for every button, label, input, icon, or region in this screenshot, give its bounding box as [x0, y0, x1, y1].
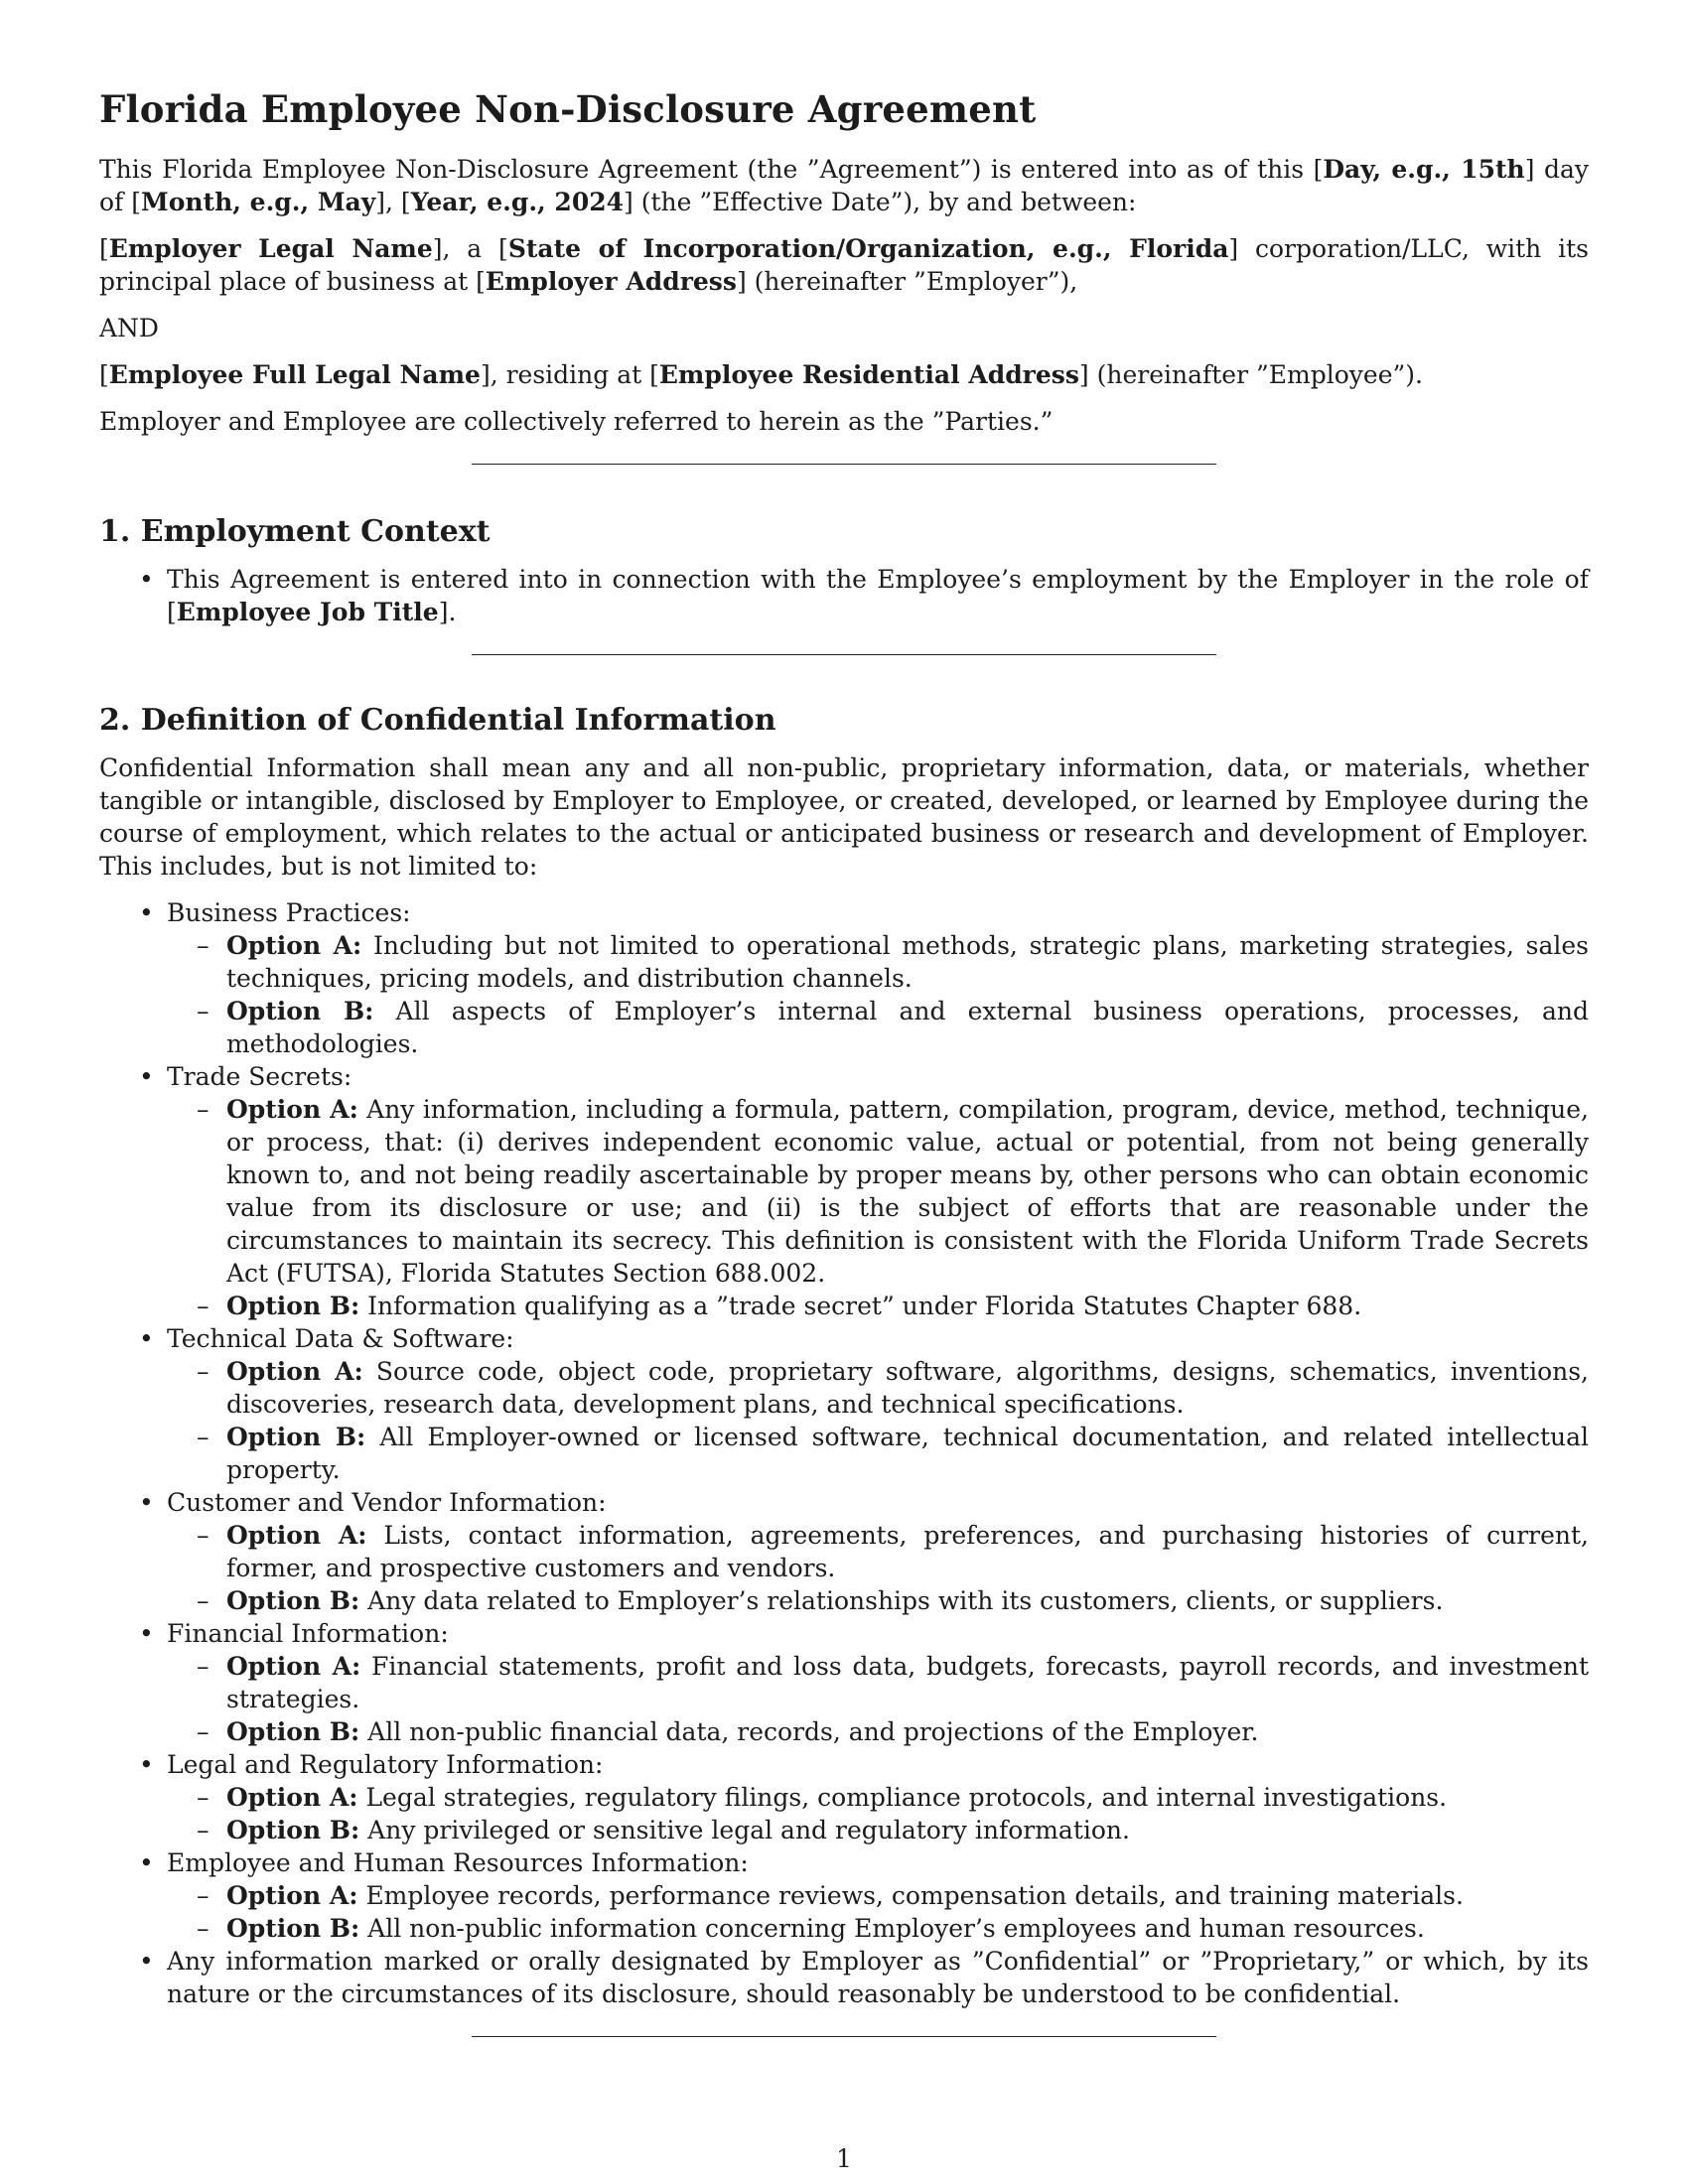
state-placeholder: State of Incorporation/Organization, e.g., Florida — [507, 234, 1229, 263]
section-1-list — [99, 563, 1589, 628]
option-b-text: All aspects of Employer’s internal and external business operations, processes, and methodologies. — [226, 997, 1590, 1058]
document-title: Florida Employee Non-Disclosure Agreement — [99, 87, 1037, 131]
option-b-item — [167, 1715, 1589, 1748]
category-item — [99, 1322, 1589, 1486]
category-item-final — [99, 1945, 1589, 2010]
option-b-label: Option B: — [226, 1914, 360, 1943]
option-a-text: Legal strategies, regulatory filings, compliance protocols, and internal investigations. — [365, 1783, 1448, 1812]
option-b-text: Information qualifying as a ”trade secret” under Florida Statutes Chapter 688. — [367, 1292, 1362, 1320]
category-label: Customer and Vendor Information: — [167, 1488, 607, 1517]
bullet-icon: • — [139, 898, 154, 927]
option-a-label: Option A: — [226, 1881, 358, 1910]
option-a-label: Option A: — [226, 1783, 358, 1812]
option-a-text: Source code, object code, proprietary software, algorithms, designs, schematics, inventions, discoveries, research data, development plans, and technical specifications. — [226, 1357, 1590, 1419]
dash-icon: – — [197, 1816, 210, 1844]
option-b-label: Option B: — [226, 997, 374, 1025]
intro-parties: Employer and Employee are collectively referred to herein as the ”Parties.” — [99, 407, 1054, 436]
employer-name-placeholder: Employer Legal Name — [108, 234, 433, 263]
category-label: Employee and Human Resources Information: — [167, 1848, 749, 1877]
employee-address-placeholder: Employee Residential Address — [658, 360, 1079, 389]
option-list — [167, 1355, 1589, 1486]
bullet-icon: • — [139, 1062, 154, 1091]
option-b-item — [167, 1290, 1589, 1322]
dash-icon: – — [197, 997, 210, 1025]
option-list — [167, 1781, 1589, 1846]
intro-and: AND — [99, 314, 159, 342]
option-a-text: Financial statements, profit and loss data, budgets, forecasts, payroll records, and investment strategies. — [226, 1652, 1590, 1713]
bullet-icon: • — [139, 1324, 154, 1353]
dash-icon: – — [197, 1423, 210, 1451]
section-2-definition: Confidential Information shall mean any and all non-public, proprietary information, data, or materials, whether tangible or intangible, disclosed by Employer to Employee, or created, developed, or learned by Employee during the course of employment, which relates to the actual or anticipated business or research and development of Employer. This includes, but is not limited to: — [99, 753, 1589, 881]
option-a-item — [167, 1879, 1589, 1912]
dash-icon: – — [197, 1783, 210, 1812]
option-a-label: Option A: — [226, 931, 362, 960]
dash-icon: – — [197, 1914, 210, 1943]
option-a-item — [167, 929, 1589, 995]
option-a-label: Option A: — [226, 1095, 358, 1124]
category-label: Trade Secrets: — [167, 1062, 352, 1091]
option-list — [167, 1093, 1589, 1322]
employee-name-placeholder: Employee Full Legal Name — [108, 360, 481, 389]
option-a-item — [167, 1781, 1589, 1814]
section-1-heading: 1. Employment Context — [99, 514, 491, 549]
dash-icon: – — [197, 1357, 210, 1386]
list-item: • This Agreement is entered into in connection with the Employee’s employment by the Employer in the role of [Employee Job Title]. — [139, 565, 1589, 626]
section-divider — [472, 2036, 1216, 2037]
category-label: Technical Data & Software: — [167, 1324, 514, 1353]
category-item — [99, 896, 1589, 1060]
option-b-label: Option B: — [226, 1586, 360, 1615]
option-b-item — [167, 995, 1589, 1060]
section-2-heading: 2. Definition of Confidential Information — [99, 703, 776, 738]
year-placeholder: Year, e.g., 2024 — [410, 188, 625, 216]
option-b-item — [167, 1421, 1589, 1486]
bullet-icon: • — [139, 1947, 154, 1976]
dash-icon: – — [197, 1881, 210, 1910]
bullet-icon: • — [139, 565, 154, 594]
category-label: Financial Information: — [167, 1619, 449, 1648]
bullet-icon: • — [139, 1750, 154, 1779]
option-b-item — [167, 1584, 1589, 1617]
option-a-item — [167, 1519, 1589, 1584]
option-a-label: Option A: — [226, 1521, 367, 1550]
option-b-text: Any data related to Employer’s relationships with its customers, clients, or suppliers. — [367, 1586, 1444, 1615]
day-placeholder: Day, e.g., 15th — [1323, 155, 1525, 184]
option-b-label: Option B: — [226, 1423, 366, 1451]
confidential-categories-list — [99, 896, 1589, 2010]
option-list — [167, 1879, 1589, 1945]
category-label: Legal and Regulatory Information: — [167, 1750, 604, 1779]
dash-icon: – — [197, 1095, 210, 1124]
option-a-item — [167, 1355, 1589, 1421]
option-b-text: Any privileged or sensitive legal and regulatory information. — [367, 1816, 1130, 1844]
option-a-text: Lists, contact information, agreements, preferences, and purchasing histories of current, former, and prospective customers and vendors. — [226, 1521, 1589, 1582]
job-title-placeholder: Employee Job Title — [176, 598, 439, 626]
option-a-label: Option A: — [226, 1357, 363, 1386]
option-b-label: Option B: — [226, 1816, 360, 1844]
final-item-text: Any information marked or orally designated by Employer as ”Confidential” or ”Proprietary,” or which, by its nature or the circumstances of its disclosure, should reasonably be understood to be confidential. — [167, 1947, 1589, 2008]
option-a-text: Employee records, performance reviews, compensation details, and training materials. — [365, 1881, 1464, 1910]
option-b-label: Option B: — [226, 1292, 360, 1320]
bullet-icon: • — [139, 1488, 154, 1517]
intro-paragraph-employee: [Employee Full Legal Name], residing at [Employee Residential Address] (hereinafter ”Employee”). — [99, 360, 1423, 389]
category-item — [99, 1846, 1589, 1945]
option-list — [167, 929, 1589, 1060]
option-b-item — [167, 1814, 1589, 1846]
month-placeholder: Month, e.g., May — [141, 188, 376, 216]
dash-icon: – — [197, 1521, 210, 1550]
option-b-text: All Employer-owned or licensed software, technical documentation, and related intellectual property. — [226, 1423, 1589, 1484]
intro-paragraph-effective-date: This Florida Employee Non-Disclosure Agreement (the ”Agreement”) is entered into as of this [Day, e.g., 15th] day of [Month, e.g., May], [Year, e.g., 2024] (the ”Effective Date”), by and between: — [99, 155, 1590, 216]
dash-icon: – — [197, 1292, 210, 1320]
bullet-icon: • — [139, 1619, 154, 1648]
dash-icon: – — [197, 931, 210, 960]
option-a-text: Any information, including a formula, pattern, compilation, program, device, method, technique, or process, that: (i) derives independent economic value, actual or potential, from not being generally known to, and not being readily ascertainable by proper means by, other persons who can obtain economic value from its disclosure or use; and (ii) is the subject of efforts that are reasonable under the circumstances to maintain its secrecy. This definition is consistent with the Florida Uniform Trade Secrets Act (FUTSA), Florida Statutes Section 688.002. — [226, 1095, 1589, 1288]
option-list — [167, 1650, 1589, 1748]
option-a-text: Including but not limited to operational methods, strategic plans, marketing strategies, sales techniques, pricing models, and distribution channels. — [226, 931, 1589, 993]
option-b-text: All non-public information concerning Employer’s employees and human resources. — [367, 1914, 1425, 1943]
option-a-item — [167, 1650, 1589, 1715]
dash-icon: – — [197, 1652, 210, 1681]
option-list — [167, 1519, 1589, 1617]
category-label: Business Practices: — [167, 898, 411, 927]
section-divider — [472, 654, 1216, 655]
section-divider — [472, 464, 1216, 465]
page-number: 1 — [836, 2144, 852, 2173]
category-item — [99, 1617, 1589, 1748]
category-item — [99, 1486, 1589, 1617]
category-item — [99, 1060, 1589, 1322]
dash-icon: – — [197, 1586, 210, 1615]
option-a-label: Option A: — [226, 1652, 361, 1681]
option-a-item — [167, 1093, 1589, 1290]
category-item — [99, 1748, 1589, 1846]
option-b-text: All non-public financial data, records, and projections of the Employer. — [367, 1717, 1259, 1746]
employer-address-placeholder: Employer Address — [485, 267, 737, 296]
dash-icon: – — [197, 1717, 210, 1746]
bullet-icon: • — [139, 1848, 154, 1877]
intro-paragraph-employer: [Employer Legal Name], a [State of Incorporation/Organization, e.g., Florida] corporation/LLC, with its principal place of business at [Employer Address] (hereinafter ”Employer”), — [99, 234, 1589, 296]
option-b-label: Option B: — [226, 1717, 360, 1746]
option-b-item — [167, 1912, 1589, 1945]
document-content — [99, 87, 1589, 2037]
